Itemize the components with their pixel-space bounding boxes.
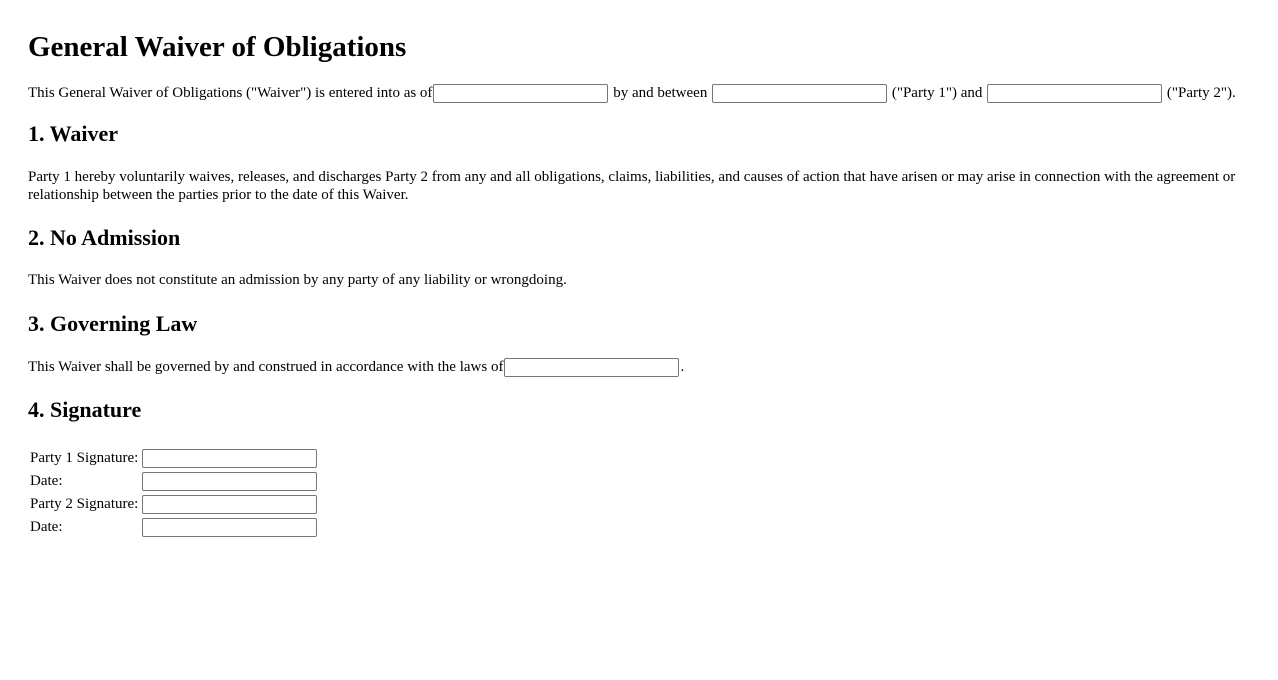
party1-signature-input[interactable] <box>142 449 317 468</box>
section-heading-no-admission: 2. No Admission <box>28 225 181 251</box>
intro-text-2: by and between <box>613 85 708 101</box>
governing-law-period: . <box>680 359 685 376</box>
section-heading-signature: 4. Signature <box>28 397 142 423</box>
signature-row <box>29 517 318 538</box>
jurisdiction-input[interactable] <box>504 358 679 377</box>
party2-signature-label: Party 2 Signature: <box>30 496 139 513</box>
signature-row <box>29 448 318 469</box>
signature-row <box>29 471 318 492</box>
party2-date-input[interactable] <box>142 518 317 537</box>
signature-row <box>29 494 318 515</box>
section-text-governing-law <box>28 358 1250 377</box>
section-text-no-admission: This Waiver does not constitute an admission by any party of any liability or wrongdoing. <box>28 272 567 289</box>
party1-name-input[interactable] <box>712 84 887 103</box>
party2-name-input[interactable] <box>987 84 1162 103</box>
section-text-waiver: Party 1 hereby voluntarily waives, releases, and discharges Party 2 from any and all obligations, claims, liabilities, and causes of action that have arisen or may arise in connection with the agreement or relationship between the parties prior to the date of this Waiver. <box>28 169 1236 204</box>
party1-signature-label: Party 1 Signature: <box>30 450 139 467</box>
section-heading-governing-law: 3. Governing Law <box>28 311 198 337</box>
intro-text-3: ("Party 1") and <box>891 85 983 101</box>
party1-date-input[interactable] <box>142 472 317 491</box>
effective-date-input[interactable] <box>433 84 608 103</box>
page-title: General Waiver of Obligations <box>28 31 407 63</box>
party2-signature-input[interactable] <box>142 495 317 514</box>
document-page <box>0 30 1278 540</box>
intro-text-1: This General Waiver of Obligations ("Waiver") is entered into as of <box>28 85 433 101</box>
signature-table <box>27 446 320 540</box>
party1-date-label: Date: <box>30 473 63 490</box>
governing-law-text: This Waiver shall be governed by and construed in accordance with the laws of <box>28 359 504 376</box>
intro-paragraph <box>28 83 1250 103</box>
party2-date-label: Date: <box>30 519 63 536</box>
section-heading-waiver: 1. Waiver <box>28 121 119 147</box>
intro-text-4: ("Party 2"). <box>1166 85 1236 101</box>
